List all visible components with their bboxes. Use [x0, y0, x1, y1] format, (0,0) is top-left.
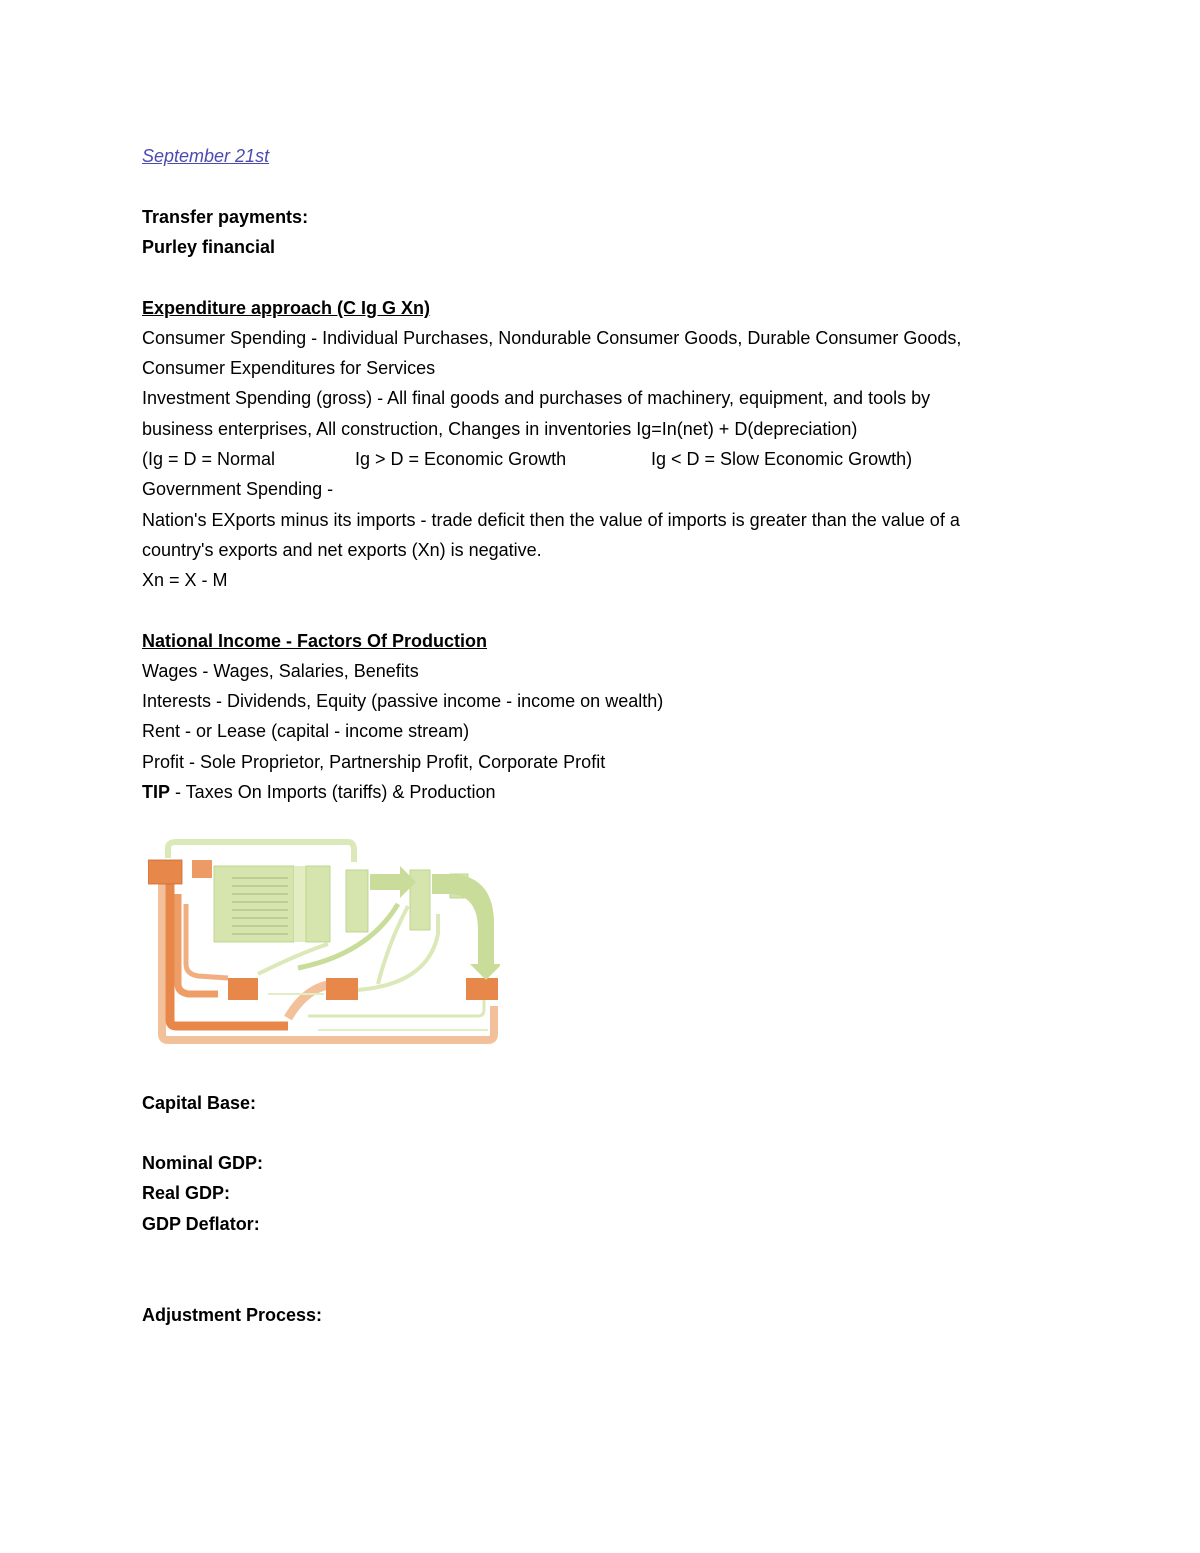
- purley-financial-label: Purley financial: [142, 237, 276, 257]
- tip-description: - Taxes On Imports (tariffs) & Production: [170, 782, 496, 802]
- tip-abbrev: TIP: [142, 782, 171, 802]
- ig-slow-text: Ig < D = Slow Economic Growth): [651, 449, 913, 469]
- nominal-gdp-label: Nominal GDP:: [142, 1153, 264, 1173]
- interests-line: Interests - Dividends, Equity (passive income - income on wealth): [142, 691, 664, 711]
- consumer-spending-line-2: Consumer Expenditures for Services: [142, 358, 436, 378]
- date-heading[interactable]: September 21st: [142, 146, 270, 166]
- net-exports-line-2: country's exports and net exports (Xn) is negative.: [142, 540, 542, 560]
- wages-line: Wages - Wages, Salaries, Benefits: [142, 661, 419, 681]
- profit-line: Profit - Sole Proprietor, Partnership Profit, Corporate Profit: [142, 752, 606, 772]
- real-gdp-label: Real GDP:: [142, 1183, 231, 1203]
- circular-flow-diagram: [148, 834, 500, 1046]
- national-income-heading: National Income - Factors Of Production: [142, 631, 488, 651]
- adjustment-process-label: Adjustment Process:: [142, 1305, 323, 1325]
- ig-normal-text: (Ig = D = Normal: [142, 449, 276, 469]
- investment-spending-line-1: Investment Spending (gross) - All final goods and purchases of machinery, equipment, and tools by: [142, 388, 931, 408]
- government-spending-line: Government Spending -: [142, 479, 334, 499]
- expenditure-heading: Expenditure approach (C Ig G Xn): [142, 298, 431, 318]
- net-exports-line-1: Nation's EXports minus its imports - trade deficit then the value of imports is greater than the value of a: [142, 510, 960, 530]
- tip-line: [142, 781, 495, 803]
- capital-base-label: Capital Base:: [142, 1093, 257, 1113]
- rent-line: Rent - or Lease (capital - income stream): [142, 721, 470, 741]
- xn-formula: Xn = X - M: [142, 570, 228, 590]
- gdp-deflator-label: GDP Deflator:: [142, 1214, 260, 1234]
- consumer-spending-line-1: Consumer Spending - Individual Purchases, Nondurable Consumer Goods, Durable Consumer Goods,: [142, 328, 962, 348]
- investment-spending-line-2: business enterprises, All construction, Changes in inventories Ig=In(net) + D(depreciation): [142, 419, 858, 439]
- transfer-payments-label: Transfer payments:: [142, 207, 309, 227]
- ig-growth-text: Ig > D = Economic Growth: [355, 449, 567, 469]
